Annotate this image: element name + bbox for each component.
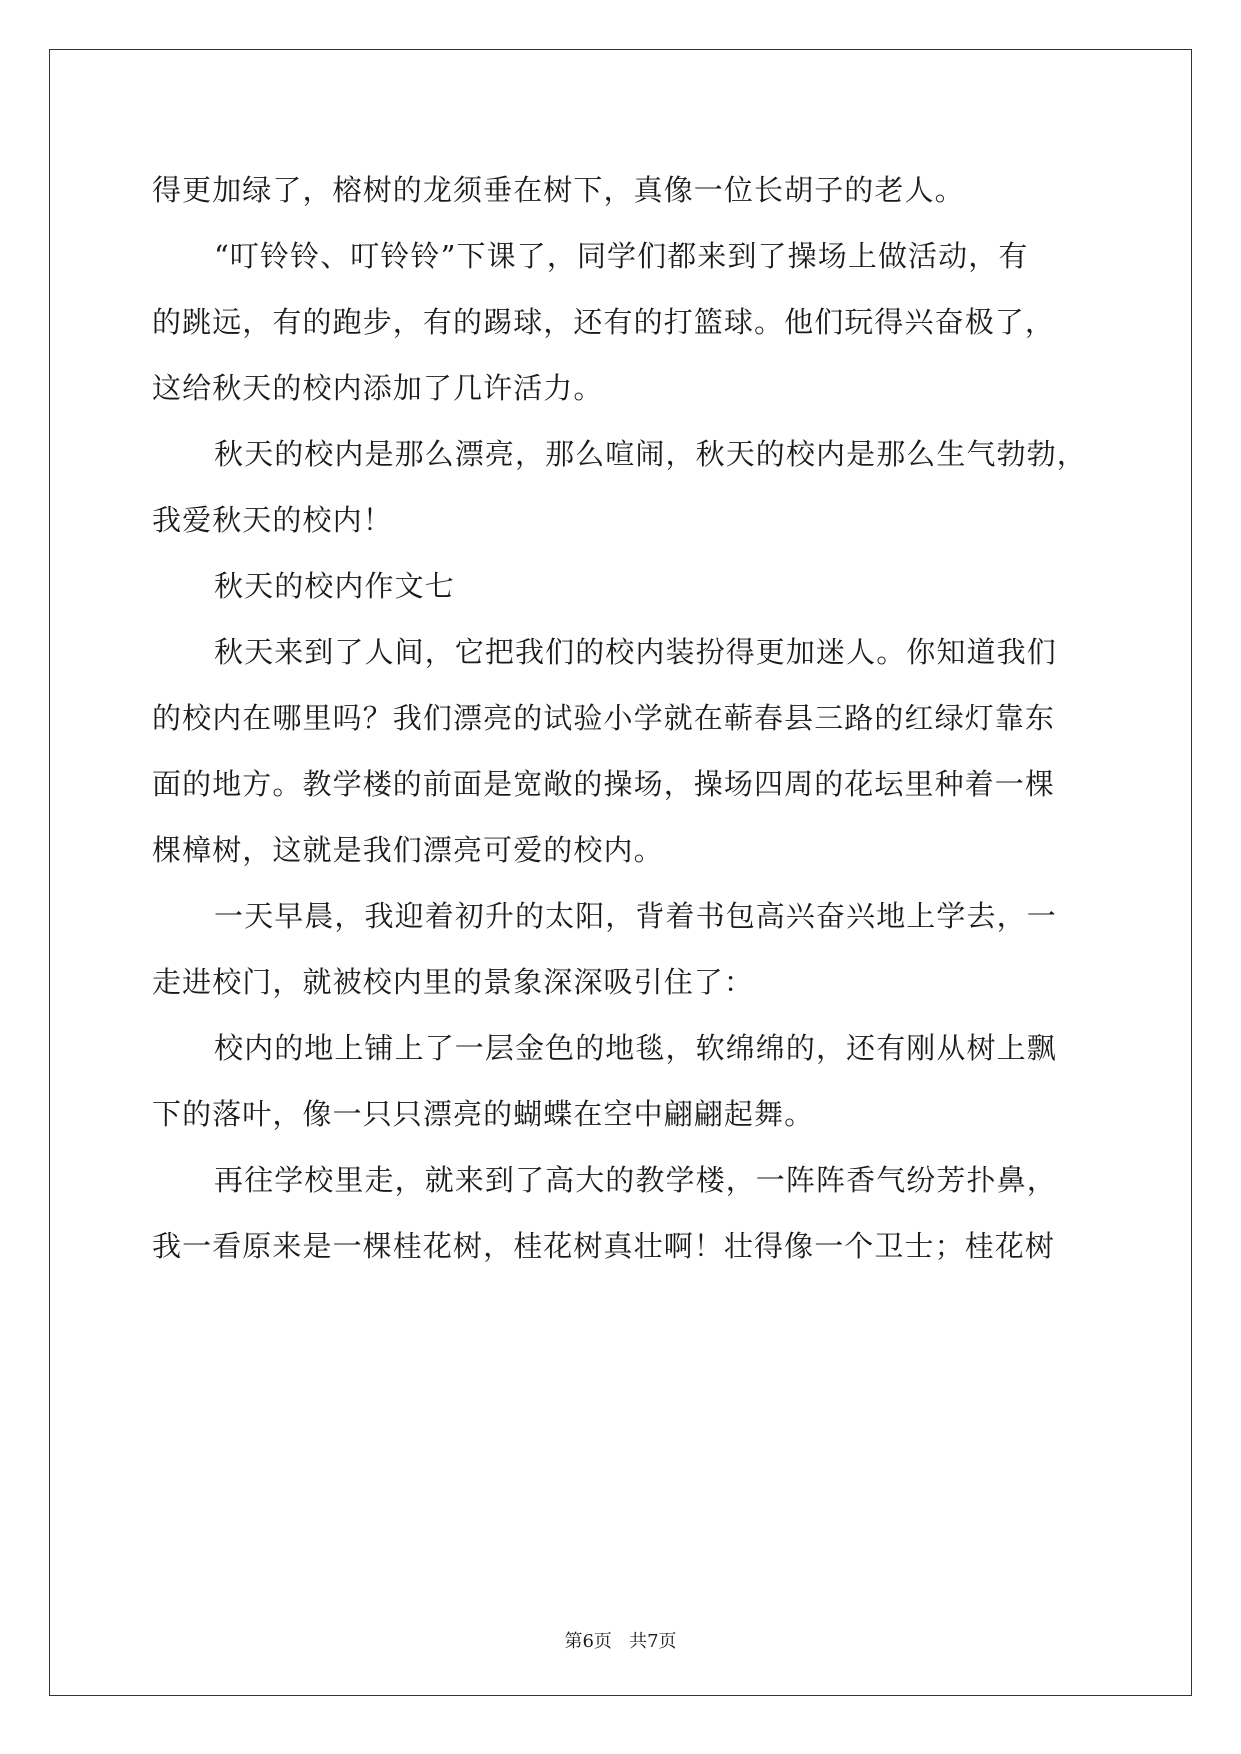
text-line: 棵樟树，这就是我们漂亮可爱的校内。 <box>152 833 664 867</box>
text-line: 一天早晨，我迎着初升的太阳，背着书包高兴奋兴地上学去，一 <box>214 899 1057 933</box>
document-body <box>152 158 1092 1278</box>
text-line: 的跳远，有的跑步，有的踢球，还有的打篮球。他们玩得兴奋极了， <box>152 305 1056 339</box>
text-line: 面的地方。教学楼的前面是宽敞的操场，操场四周的花坛里种着一棵 <box>152 767 1056 801</box>
text-line: 秋天的校内是那么漂亮，那么喧闹，秋天的校内是那么生气勃勃， <box>214 437 1087 471</box>
text-line: 走进校门，就被校内里的景象深深吸引住了： <box>152 965 755 999</box>
text-line: 校内的地上铺上了一层金色的地毯，软绵绵的，还有刚从树上飘 <box>214 1031 1057 1065</box>
text-line: “叮铃铃、叮铃铃”下课了，同学们都来到了操场上做活动，有 <box>214 239 1029 273</box>
text-line: 这给秋天的校内添加了几许活力。 <box>152 371 604 405</box>
text-line: 秋天来到了人间，它把我们的校内装扮得更加迷人。你知道我们 <box>214 635 1057 669</box>
page-total: 共7页 <box>629 1631 677 1652</box>
section-heading: 秋天的校内作文七 <box>214 569 455 603</box>
text-line: 得更加绿了，榕树的龙须垂在树下，真像一位长胡子的老人。 <box>152 173 965 207</box>
text-line: 我一看原来是一棵桂花树，桂花树真壮啊！壮得像一个卫士；桂花树 <box>152 1229 1056 1263</box>
text-line: 的校内在哪里吗？我们漂亮的试验小学就在蕲春县三路的红绿灯靠东 <box>152 701 1056 735</box>
text-line: 下的落叶，像一只只漂亮的蝴蝶在空中翩翩起舞。 <box>152 1097 815 1131</box>
text-line: 再往学校里走，就来到了高大的教学楼，一阵阵香气纷芳扑鼻， <box>214 1163 1057 1197</box>
text-line: 我爱秋天的校内！ <box>152 503 393 537</box>
page-number: 第6页 <box>564 1631 612 1652</box>
page-footer <box>0 1630 1241 1654</box>
